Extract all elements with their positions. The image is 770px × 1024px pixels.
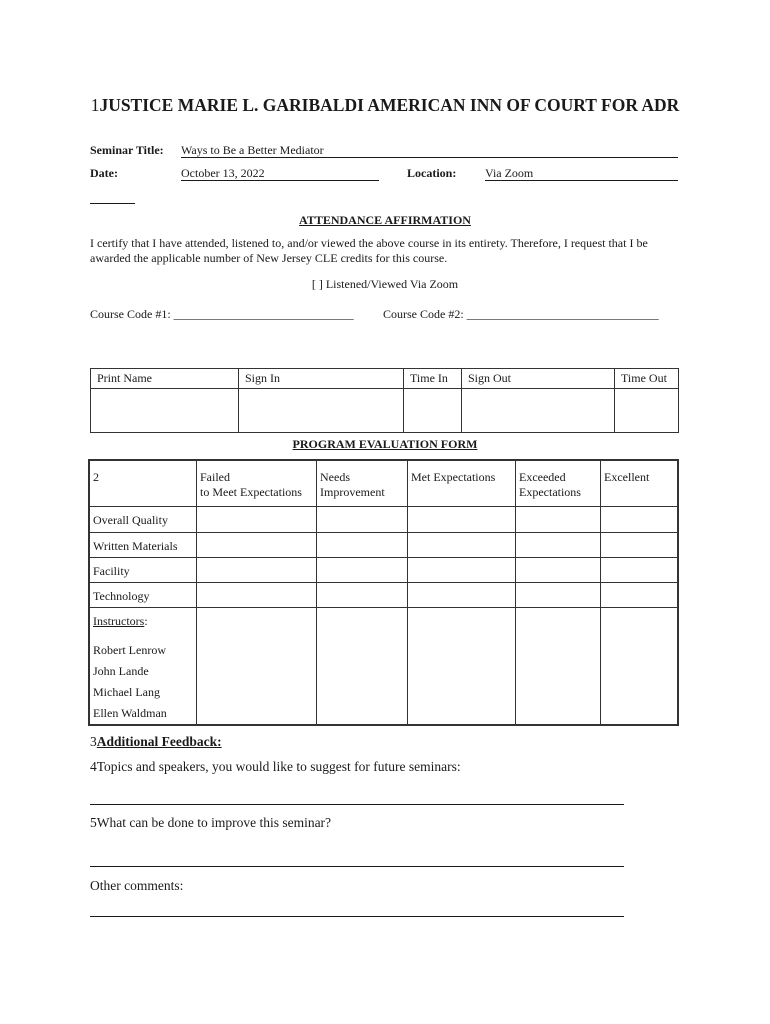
rating-cell[interactable]	[408, 557, 516, 582]
needs-improvement-header	[317, 460, 408, 506]
row-label-written-materials: Written Materials	[89, 532, 197, 557]
sign-in-table	[90, 368, 679, 433]
print-name-header: Print Name	[91, 369, 239, 389]
page-title	[90, 94, 680, 116]
date-value: October 13, 2022	[181, 166, 265, 180]
failed-line1: Failed	[200, 470, 230, 484]
evaluation-header-row	[89, 460, 678, 506]
location-value: Via Zoom	[485, 166, 534, 180]
date-field[interactable]	[181, 166, 379, 181]
rating-cell[interactable]	[317, 506, 408, 532]
instructors-label: Instructors	[93, 613, 145, 628]
instructor-name: Michael Lang	[93, 684, 160, 699]
row-label-overall-quality: Overall Quality	[89, 506, 197, 532]
time-out-header: Time Out	[615, 369, 679, 389]
time-out-cell[interactable]	[615, 389, 679, 433]
feedback-heading-text: Additional Feedback:	[96, 734, 222, 749]
attendance-heading: ATTENDANCE AFFIRMATION	[299, 213, 471, 227]
failed-header	[197, 460, 317, 506]
needs-line1: Needs	[320, 470, 350, 484]
rating-cell[interactable]	[601, 532, 679, 557]
sign-table-row	[91, 389, 679, 433]
feedback-heading	[90, 734, 222, 750]
row-label-facility: Facility	[89, 557, 197, 582]
course-code-1[interactable]: Course Code #1: ______________________________	[90, 307, 354, 321]
table-row	[89, 582, 678, 607]
evaluation-table	[88, 459, 679, 726]
rating-cell[interactable]	[197, 506, 317, 532]
rating-cell[interactable]	[197, 607, 317, 725]
table-row	[89, 506, 678, 532]
topics-question: 4Topics and speakers, you would like to suggest for future seminars:	[90, 759, 461, 774]
exceeded-header	[516, 460, 601, 506]
table-row	[89, 557, 678, 582]
instructor-name: Ellen Waldman	[93, 705, 167, 720]
seminar-title-field[interactable]	[181, 143, 678, 158]
instructors-row	[89, 607, 678, 725]
feedback-number: 3	[90, 734, 97, 749]
rating-cell[interactable]	[601, 557, 679, 582]
rating-cell[interactable]	[516, 532, 601, 557]
excellent-header: Excellent	[601, 460, 679, 506]
rating-cell[interactable]	[601, 582, 679, 607]
rating-cell[interactable]	[317, 607, 408, 725]
print-name-cell[interactable]	[91, 389, 239, 433]
row-label-technology: Technology	[89, 582, 197, 607]
location-field[interactable]	[485, 166, 678, 181]
other-comments-label: Other comments:	[90, 878, 184, 893]
needs-line2: Improvement	[320, 485, 385, 499]
rating-cell[interactable]	[317, 582, 408, 607]
other-comments-line[interactable]	[90, 916, 624, 917]
rating-cell[interactable]	[408, 532, 516, 557]
rating-cell[interactable]	[516, 582, 601, 607]
rating-cell[interactable]	[197, 582, 317, 607]
time-in-header: Time In	[404, 369, 462, 389]
date-label: Date:	[90, 166, 118, 180]
zoom-checkbox[interactable]: [ ] Listened/Viewed Via Zoom	[311, 277, 459, 291]
exceeded-line1: Exceeded	[519, 470, 566, 484]
rating-cell[interactable]	[197, 532, 317, 557]
evaluation-heading: PROGRAM EVALUATION FORM	[292, 437, 478, 451]
sign-out-header: Sign Out	[462, 369, 615, 389]
affirmation-text: I certify that I have attended, listened to, and/or viewed the above course in its entirety. Therefore, I request that I be awarded the applicable number of New Jersey CLE credits for this course.	[90, 236, 648, 265]
sign-table-header	[91, 369, 679, 389]
exceeded-line2: Expectations	[519, 485, 581, 499]
location-label: Location:	[407, 166, 457, 180]
improve-answer-line[interactable]	[90, 866, 624, 867]
rating-cell[interactable]	[197, 557, 317, 582]
corner-cell: 2	[89, 460, 197, 506]
rating-cell[interactable]	[408, 607, 516, 725]
failed-line2: to Meet Expectations	[200, 485, 302, 499]
seminar-title-label: Seminar Title:	[90, 143, 164, 157]
rating-cell[interactable]	[516, 607, 601, 725]
rating-cell[interactable]	[408, 506, 516, 532]
rating-cell[interactable]	[317, 557, 408, 582]
instructors-cell	[89, 607, 197, 725]
rating-cell[interactable]	[516, 506, 601, 532]
sign-out-cell[interactable]	[462, 389, 615, 433]
rating-cell[interactable]	[317, 532, 408, 557]
rating-cell[interactable]	[516, 557, 601, 582]
seminar-title-value: Ways to Be a Better Mediator	[181, 143, 324, 157]
table-row	[89, 532, 678, 557]
instructor-name: Robert Lenrow	[93, 642, 166, 657]
footnote-number: 1	[90, 95, 100, 115]
sign-in-header: Sign In	[239, 369, 404, 389]
course-code-2[interactable]: Course Code #2: ________________________________	[383, 307, 659, 321]
rating-cell[interactable]	[601, 607, 679, 725]
rating-cell[interactable]	[601, 506, 679, 532]
title-text: JUSTICE MARIE L. GARIBALDI AMERICAN INN OF COURT FOR ADR	[99, 95, 680, 115]
sign-in-cell[interactable]	[239, 389, 404, 433]
time-in-cell[interactable]	[404, 389, 462, 433]
improve-question: 5What can be done to improve this seminar?	[90, 815, 332, 830]
topics-answer-line[interactable]	[90, 804, 624, 805]
instructors-colon: :	[144, 613, 148, 628]
short-divider	[90, 203, 135, 204]
instructor-name: John Lande	[93, 663, 149, 678]
met-expectations-header: Met Expectations	[408, 460, 516, 506]
rating-cell[interactable]	[408, 582, 516, 607]
